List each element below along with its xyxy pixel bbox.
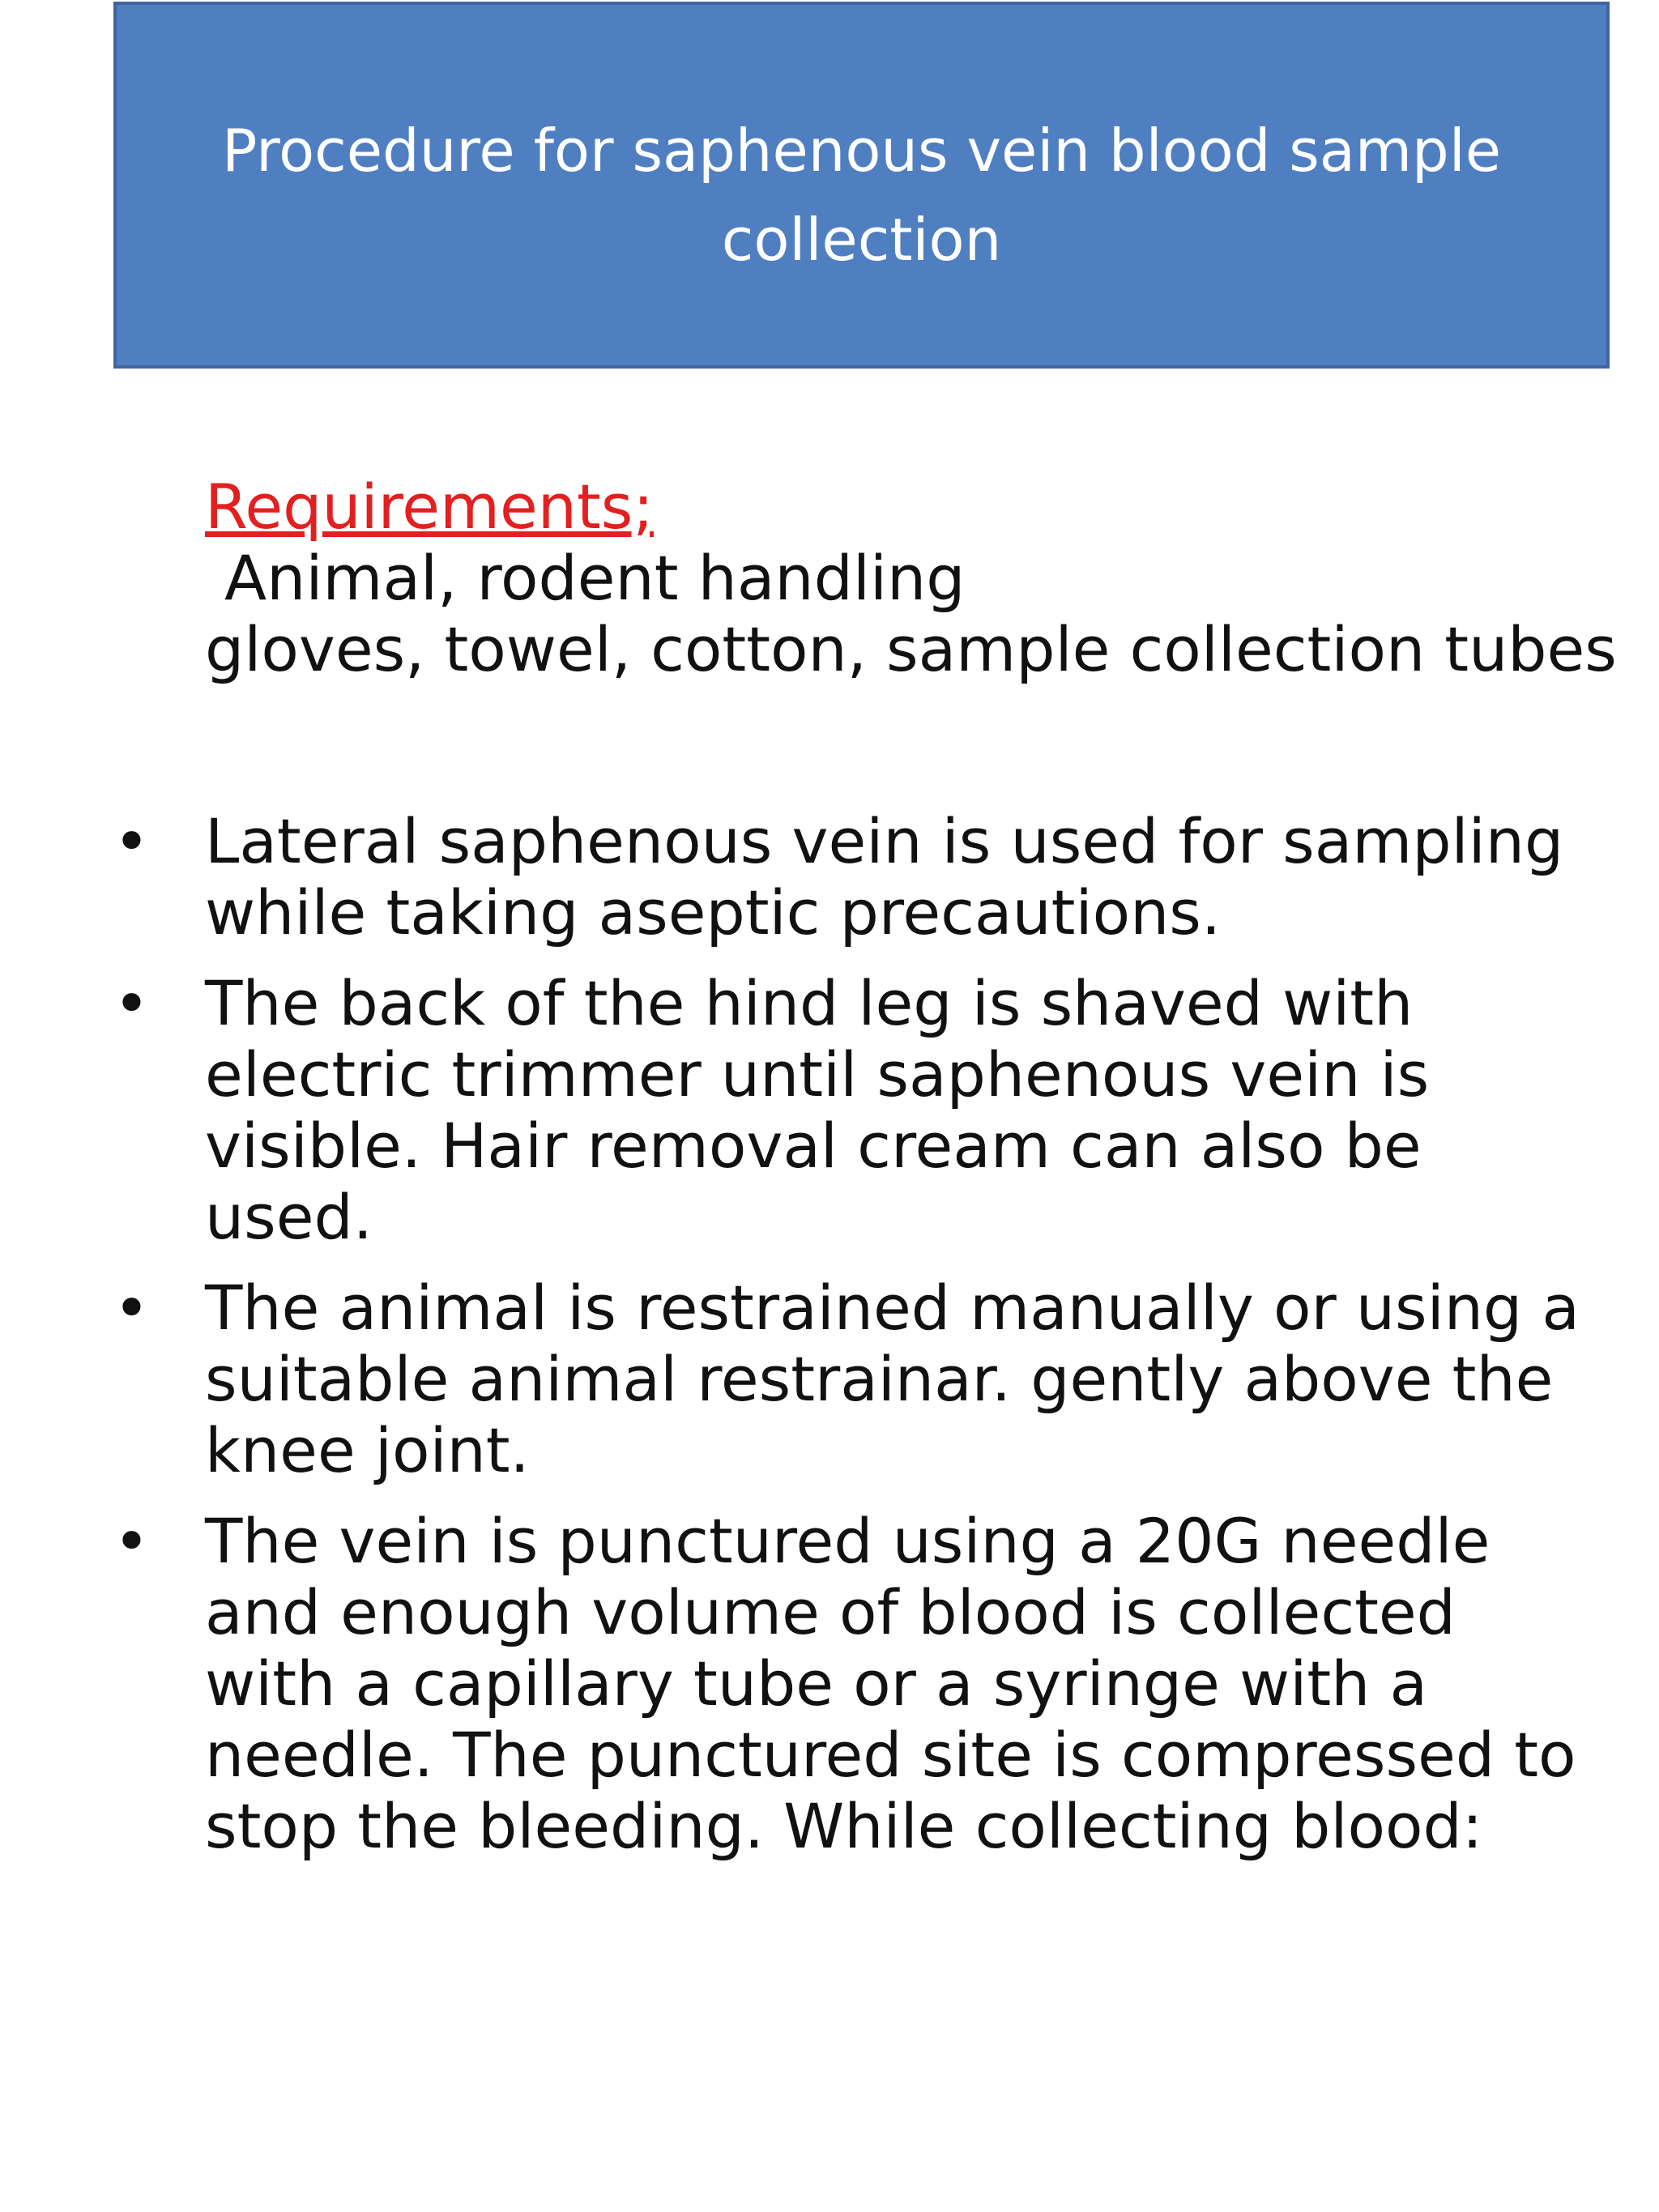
bullet-icon: • bbox=[113, 805, 150, 877]
requirements-section bbox=[205, 471, 1617, 685]
bullet-item bbox=[113, 1506, 1588, 1862]
bullet-item bbox=[113, 806, 1588, 948]
bullet-text: The back of the hind leg is shaved with electric trimmer until saphenous vein is visible. Hair removal cream can also be used. bbox=[205, 967, 1430, 1253]
procedure-bullet-list bbox=[113, 806, 1588, 1882]
bullet-text: The vein is punctured using a 20G needle and enough volume of blood is collected with a capillary tube or a syringe with a needle. The punctured site is compressed to stop the bleeding. While collecting blood: bbox=[205, 1505, 1576, 1862]
bullet-item bbox=[113, 968, 1588, 1253]
bullet-text: Lateral saphenous vein is used for sampling while taking aseptic precautions. bbox=[205, 805, 1564, 948]
requirements-line-2: gloves, towel, cotton, sample collection tubes bbox=[205, 613, 1617, 685]
bullet-icon: • bbox=[113, 967, 150, 1039]
requirements-line-1: Animal, rodent handling bbox=[205, 542, 966, 614]
requirements-label: Requirements; bbox=[205, 471, 654, 543]
title-banner bbox=[113, 2, 1610, 369]
bullet-item bbox=[113, 1272, 1588, 1486]
slide-title: Procedure for saphenous vein blood sample collection bbox=[221, 117, 1502, 274]
bullet-icon: • bbox=[113, 1272, 150, 1344]
bullet-icon: • bbox=[113, 1505, 150, 1577]
bullet-text: The animal is restrained manually or using a suitable animal restrainar. gently above the knee joint. bbox=[205, 1272, 1580, 1486]
